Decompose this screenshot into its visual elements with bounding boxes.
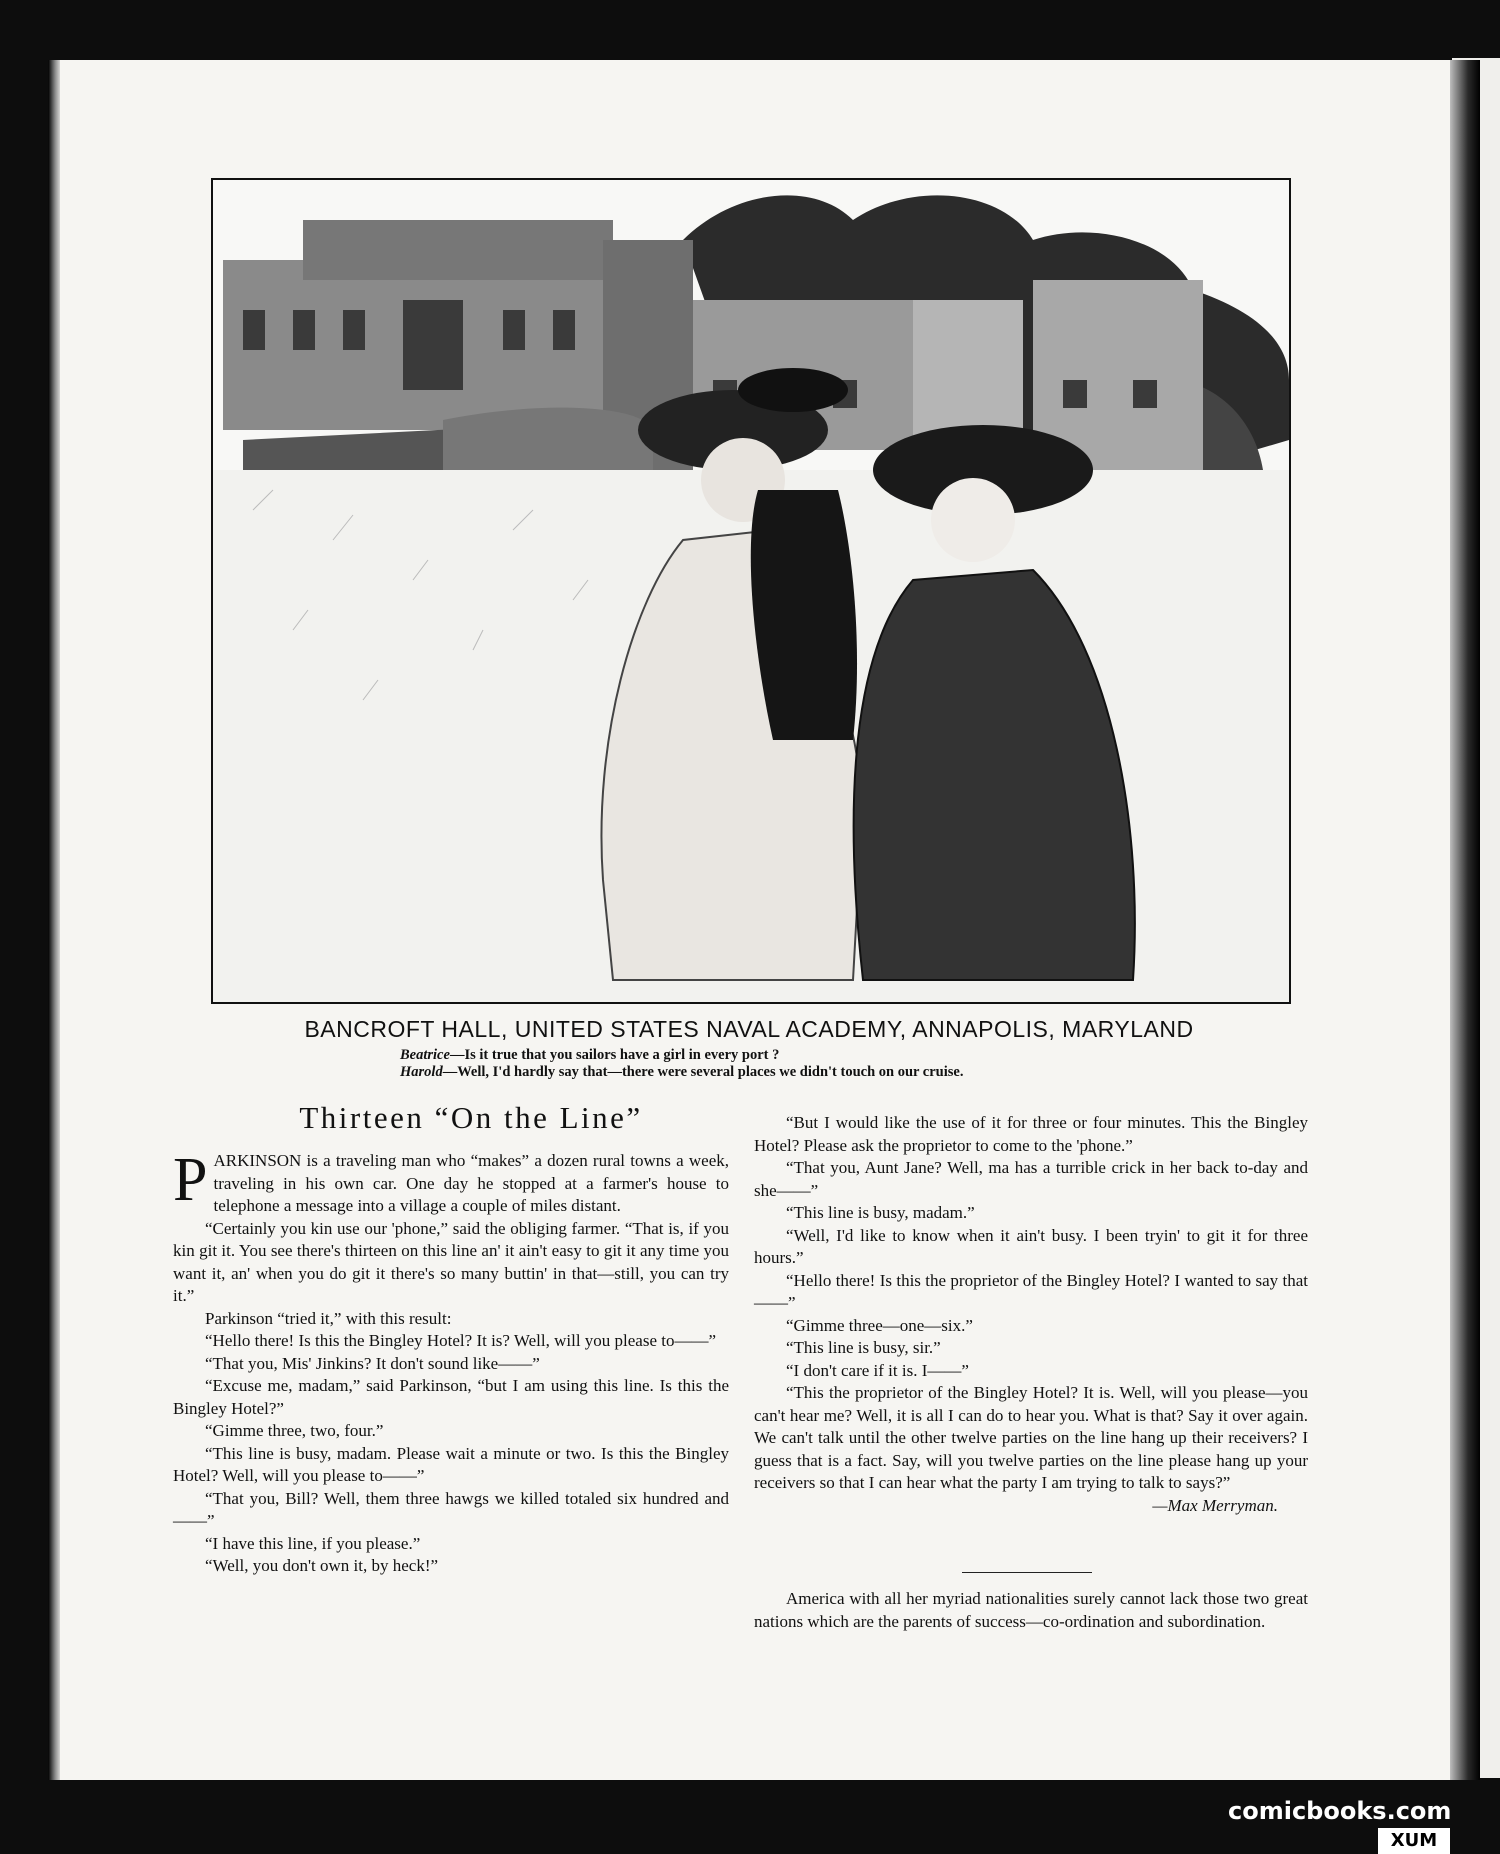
- drop-cap: P: [173, 1146, 208, 1214]
- article-paragraph: “That you, Mis' Jinkins? It don't sound like——”: [205, 1353, 540, 1373]
- illustration-drawing: [213, 180, 1289, 1002]
- corner-badge: XUM: [1378, 1828, 1450, 1854]
- article-paragraph: “I have this line, if you please.”: [205, 1533, 421, 1553]
- article-title: Thirteen “On the Line”: [299, 1100, 643, 1135]
- article-paragraph: “This line is busy, madam. Please wait a minute or two. Is this the Bingley Hotel? Well, will you please to——”: [173, 1443, 729, 1485]
- dialogue-text: —Is it true that you sailors have a girl in every port ?: [449, 1047, 780, 1063]
- dialogue-line: [400, 1064, 1160, 1081]
- article-column-right: [754, 1112, 1308, 1517]
- dialogue-text: —Well, I'd hardly say that—there were several places we didn't touch on our cruise.: [442, 1064, 964, 1080]
- article-column-left: [173, 1146, 729, 1578]
- article-paragraph: “Well, you don't own it, by heck!”: [205, 1556, 439, 1575]
- article-paragraph: “Certainly you kin use our 'phone,” said the obliging farmer. “That is, if you kin git it. You see there's thirteen on this line an' it ain't easy to git it any time you want it, an' when you do git it there's so many buttin' in that—still, you can try it.”: [173, 1218, 729, 1305]
- article-paragraph: “I don't care if it is. I——”: [786, 1360, 969, 1380]
- article-paragraph: “This line is busy, sir.”: [786, 1338, 941, 1357]
- site-watermark: comicbooks.com: [1228, 1797, 1452, 1825]
- article-paragraph: “Gimme three—one—six.”: [786, 1315, 973, 1335]
- article-paragraph: “That you, Aunt Jane? Well, ma has a turrible crick in her back to-day and she——”: [754, 1158, 1308, 1200]
- article-paragraph: “This line is busy, madam.”: [786, 1203, 975, 1222]
- author-signature: —Max Merryman.: [1152, 1495, 1278, 1515]
- page-gutter-shadow: [1450, 60, 1480, 1780]
- filler-paragraph: [754, 1588, 1308, 1633]
- article-paragraph: “Well, I'd like to know when it ain't busy. I been tryin' to git it for three hours.”: [754, 1225, 1308, 1267]
- first-paragraph-text: ARKINSON is a traveling man who “makes” a dozen rural towns a week, traveling in his own car. One day he stopped at a farmer's house to telephone a message into a village a couple of miles distant.: [213, 1151, 729, 1215]
- article-paragraph: “Hello there! Is this the Bingley Hotel? It is? Well, will you please to——”: [205, 1331, 717, 1350]
- last-paragraph-text: “This the proprietor of the Bingley Hotel? It is. Well, will you please—you can't hear me? Well, it is all I can do to hear you. What is that? Say it over again. We can't talk until the other twelve parties on the line hang up their receivers? I guess that is a fact. Say, will you twelve parties on the line please hang up your receivers so that I can hear what the party I am trying to talk to says?”: [754, 1383, 1308, 1492]
- illustration-bancroft-hall: [211, 178, 1291, 1004]
- illustration-caption: BANCROFT HALL, UNITED STATES NAVAL ACADEMY, ANNAPOLIS, MARYLAND: [304, 1016, 1194, 1042]
- illustration-dialogue: [400, 1047, 1160, 1081]
- dialogue-line: [400, 1047, 1160, 1064]
- article-paragraph: “But I would like the use of it for three or four minutes. This the Bingley Hotel? Please ask the proprietor to come to the 'phone.”: [754, 1113, 1308, 1155]
- article-last-paragraph: [754, 1382, 1308, 1515]
- section-divider: [962, 1572, 1092, 1573]
- filler-text: America with all her myriad nationalities surely cannot lack those two great nations which are the parents of success—co-ordination and subordination.: [754, 1589, 1308, 1631]
- dialogue-speaker: Beatrice: [400, 1047, 450, 1063]
- article-paragraph: “Excuse me, madam,” said Parkinson, “but I am using this line. Is this the Bingley Hotel?”: [173, 1376, 729, 1418]
- article-paragraph: “That you, Bill? Well, them three hawgs we killed totaled six hundred and——”: [173, 1488, 729, 1530]
- article-paragraph: Parkinson “tried it,” with this result:: [205, 1308, 452, 1328]
- article-paragraph: “Hello there! Is this the proprietor of the Bingley Hotel? I wanted to say that——”: [754, 1270, 1308, 1312]
- article-paragraph: “Gimme three, two, four.”: [205, 1421, 384, 1440]
- dialogue-speaker: Harold: [400, 1064, 443, 1080]
- article-first-paragraph: [173, 1146, 729, 1218]
